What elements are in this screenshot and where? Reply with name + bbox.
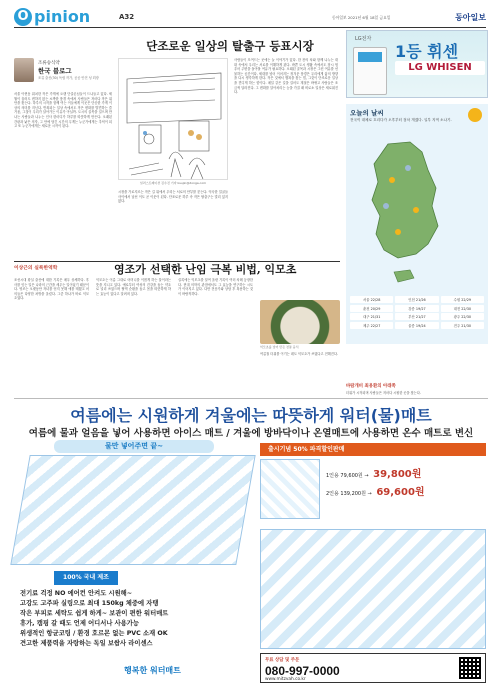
- ad-brand-name: 행복한 워터매트: [124, 666, 181, 675]
- illustration-caption: 일러스트레이션 김수진 기자 ksujin@donga.com: [139, 181, 207, 185]
- ad-feature: 고강도 고주파 실링으로 최대 150kg 체중에 자탱: [20, 600, 159, 607]
- ad-rank-text: 1등 휘센: [395, 42, 459, 61]
- air-conditioner-image: [353, 47, 387, 95]
- sale-banner: 출시기념 50% 파격할인판매: [260, 443, 486, 456]
- weather-cell: 인천 21/26: [395, 296, 438, 303]
- weather-cell: 대전 22/30: [441, 305, 484, 312]
- bottom-article-column-1: 조선시대 왕실 출산에 대한 기록은 매우 상세하다. 후사를 잇는 일은 나라의 근간을 세우는 일이었기 때문이다. 영조는 오랫동안 자녀를 얻지 못해 애를 태웠고 어의들은 다양한 처방을 올렸다. 그중 하나가 바로 익모초였다.: [14, 278, 89, 301]
- phone-number[interactable]: 080-997-0000: [265, 664, 340, 678]
- author-role: 조류 출신(30) 독립 작가, 공공 안전 성 회장: [38, 76, 99, 80]
- price-single: 1인용 79,600원 → 39,800원: [326, 469, 422, 480]
- weather-cell: 전주 21/30: [441, 322, 484, 329]
- bottom-article-column-3: 실록에는 익모초를 달여 올린 기록이 여러 차례 등장한다. 현대 의학의 관점에서도 그 효능을 연구하는 시도가 이어지고 있다. 다만 전문가와 상담 후 복용하는 것이 바람직하다.: [178, 278, 253, 296]
- korea-weather-map: [358, 140, 450, 290]
- ad-product-name: LG WHISEN: [395, 61, 485, 75]
- price-double: 2인용 139,200원 → 69,600원: [326, 487, 425, 498]
- water-mat-ad[interactable]: [14, 398, 488, 686]
- author-photo: [14, 58, 34, 82]
- price-original: 2인용 139,200원: [326, 491, 366, 497]
- herbal-dish-photo: [260, 300, 340, 344]
- weather-cell: 춘천 20/29: [350, 305, 393, 312]
- qr-code-icon[interactable]: [459, 657, 481, 679]
- bottom-article-column-2: 익모초는 이름 그대로 어머니를 이롭게 하는 풀이라는 뜻을 지니고 있다. 예로부터 여성의 건강을 돕는 약초로 널리 쓰였으며 혈액 순환을 돕고 몸을 따뜻하게 하는 효능이 있다고 알려져 있다.: [96, 278, 171, 296]
- side-column-text: 더위가 시작되며 사람들은 저마다 시원한 곳을 찾는다.: [346, 391, 421, 395]
- food-caption: 익모초를 넣어 만든 전통 음식: [260, 345, 299, 349]
- product-lifestyle-image: [260, 529, 486, 649]
- weather-summary: 전국이 대체로 흐리다가 오후부터 점차 개겠다. 일부 지역 소나기.: [350, 118, 452, 122]
- side-column-title: 바람개비 최용환의 아래쪽: [346, 384, 396, 389]
- website-link[interactable]: www.mitzvah.co.kr: [265, 677, 306, 682]
- ad-headline: 여름에는 시원하게 겨울에는 따뜻하게 워터(물)매트: [70, 406, 432, 425]
- section-logo-letter: O: [14, 8, 32, 26]
- made-in-korea-badge: 100% 국내 제조: [54, 571, 118, 585]
- price-original: 1인용 79,600원: [326, 473, 363, 479]
- weather-row: [350, 296, 484, 303]
- main-article-column-3: 사람들이 모여드는 곳에는 늘 이야기가 있다. 한 잔의 차와 함께 나누는 대화 속에서 우리는 서로를 이해하게 된다. 바쁜 도시 생활 속에서도 잠시 멈추어 주변을 돌아볼 여유가 필요하다. 오래된 골목과 시장은 그런 여유를 선물하는 공간이다. 세대를 넘어 이어지는 정겨운 풍경은 우리에게 삶의 방향을 다시 생각하게 한다. 작은 것에서 행복을 찾는 법, 그것이 단조로운 일상을 견디게 하는 힘이다. 매일 같은 길을 걸어도 계절은 바뀌고 사람들은 조금씩 달라진다. 그 변화를 알아차리는 눈을 가질 때 비로소 일상은 새로워진다.: [234, 58, 338, 95]
- ad-ribbon: 물만 넣어주면 끝~: [54, 440, 214, 453]
- article-illustration: [118, 58, 228, 180]
- author-org: 조류승식약: [38, 61, 60, 66]
- lg-whisen-ad[interactable]: [346, 30, 488, 98]
- weather-cell: 울릉 19/24: [395, 322, 438, 329]
- weather-cell: 수원 22/29: [441, 296, 484, 303]
- phone-label: 무료 상담 및 주문: [265, 658, 300, 663]
- weather-cell: 제주 22/27: [350, 322, 393, 329]
- main-article-title: 단조로운 일상의 탈출구 등표시장: [146, 39, 314, 53]
- ad-feature: 견고한 제품력을 자랑하는 독일 보쌈사 라이센스: [20, 640, 153, 647]
- weather-cell: 서울 22/28: [350, 296, 393, 303]
- main-article-column-2: 시장을 가로지르는 작은 길 위에서 우리는 서로의 안부를 묻는다. 익숙한 얼굴들 사이에서 낯선 이도 곧 이웃이 된다. 단조로운 하루 속 작은 탈출구는 멀리 있지 않다.: [118, 190, 228, 204]
- market-sketch-illustration: [119, 59, 229, 181]
- paper-name: 동아일보: [455, 13, 486, 22]
- ad-feature: 위생적인 항균코팅 / 환경 호르몬 없는 PVC 소재 OK: [20, 630, 168, 637]
- column-tag: 이상근의 실록한역학: [14, 266, 58, 271]
- weather-table: [350, 296, 484, 330]
- weather-cell: 대구 21/31: [350, 313, 393, 320]
- bottom-article-title: 영조가 선택한 난임 극복 비법, 익모초: [114, 263, 297, 276]
- section-bar: [14, 261, 340, 276]
- order-phone-box[interactable]: [260, 653, 486, 683]
- ad-brand: LG전자: [355, 36, 372, 42]
- author-name: 한국 블로그: [38, 67, 72, 75]
- page-number: A32: [119, 13, 135, 21]
- ad-subheadline: 여름에 물과 얼음을 넣어 사용하면 아이스 매트 / 겨울에 방바닥이나 온열매트에 사용하면 온수 매트로 변신: [28, 428, 474, 439]
- weather-row: [350, 322, 484, 329]
- ad-feature: 작은 부피로 세탁도 쉽게 하게~ 보관이 편한 워터매트: [20, 610, 169, 617]
- weather-title: 오늘의 날씨: [350, 109, 384, 117]
- price-sale: 69,600원: [376, 487, 425, 498]
- water-mat-image: [10, 455, 255, 565]
- weather-cell: 광주 22/30: [441, 313, 484, 320]
- weather-row: [350, 313, 484, 320]
- weather-cell: 부산 21/27: [395, 313, 438, 320]
- ad-feature: 휴가, 캠핑 갈 때도 언제 어디서나 사용가능: [20, 620, 139, 627]
- food-column-text: 여름철 더위를 이기는 데도 익모초가 쓰였다고 전해진다.: [260, 352, 338, 356]
- page-header: [14, 8, 486, 28]
- date-line: 동아일보 2021년 6월 18일 금요일: [332, 15, 391, 20]
- ad-feature: 전기료 걱정 NO 에어컨 안켜도 시원해~: [20, 590, 133, 597]
- weather-cell: 강릉 19/27: [395, 305, 438, 312]
- section-logo-word: pinion: [34, 7, 91, 26]
- ad-feature-list: [20, 589, 244, 649]
- weather-row: [350, 305, 484, 312]
- main-article-column-1: 서울 아현동 위치한 작은 가게에 오랜 단골손님들이 드나들고 있다. 세월이 흘러도 변하지 않는 소박한 풍경 속에서 사람들은 저마다 작은 위안을 찾는다. 하루의 시작을 함께 여는 이들에게 이곳은 단순한 가게 이상의 의미를 지닌다. 반복되는 일상 속에서도 작은 변화를 발견하는 즐거움, 그것이 우리가 살아가는 이유가 아닐까. 도시의 골목을 걸으며 만나는 사람들과 나누는 인사 한마디가 하루를 따뜻하게 만든다. 오래된 간판과 낡은 의자, 그 안에 담긴 시간의 무게는 누군가에게는 추억이 되고 또 누군가에게는 새로운 시작이 된다.: [14, 92, 112, 129]
- product-image: [260, 459, 320, 519]
- price-sale: 39,800원: [373, 469, 422, 480]
